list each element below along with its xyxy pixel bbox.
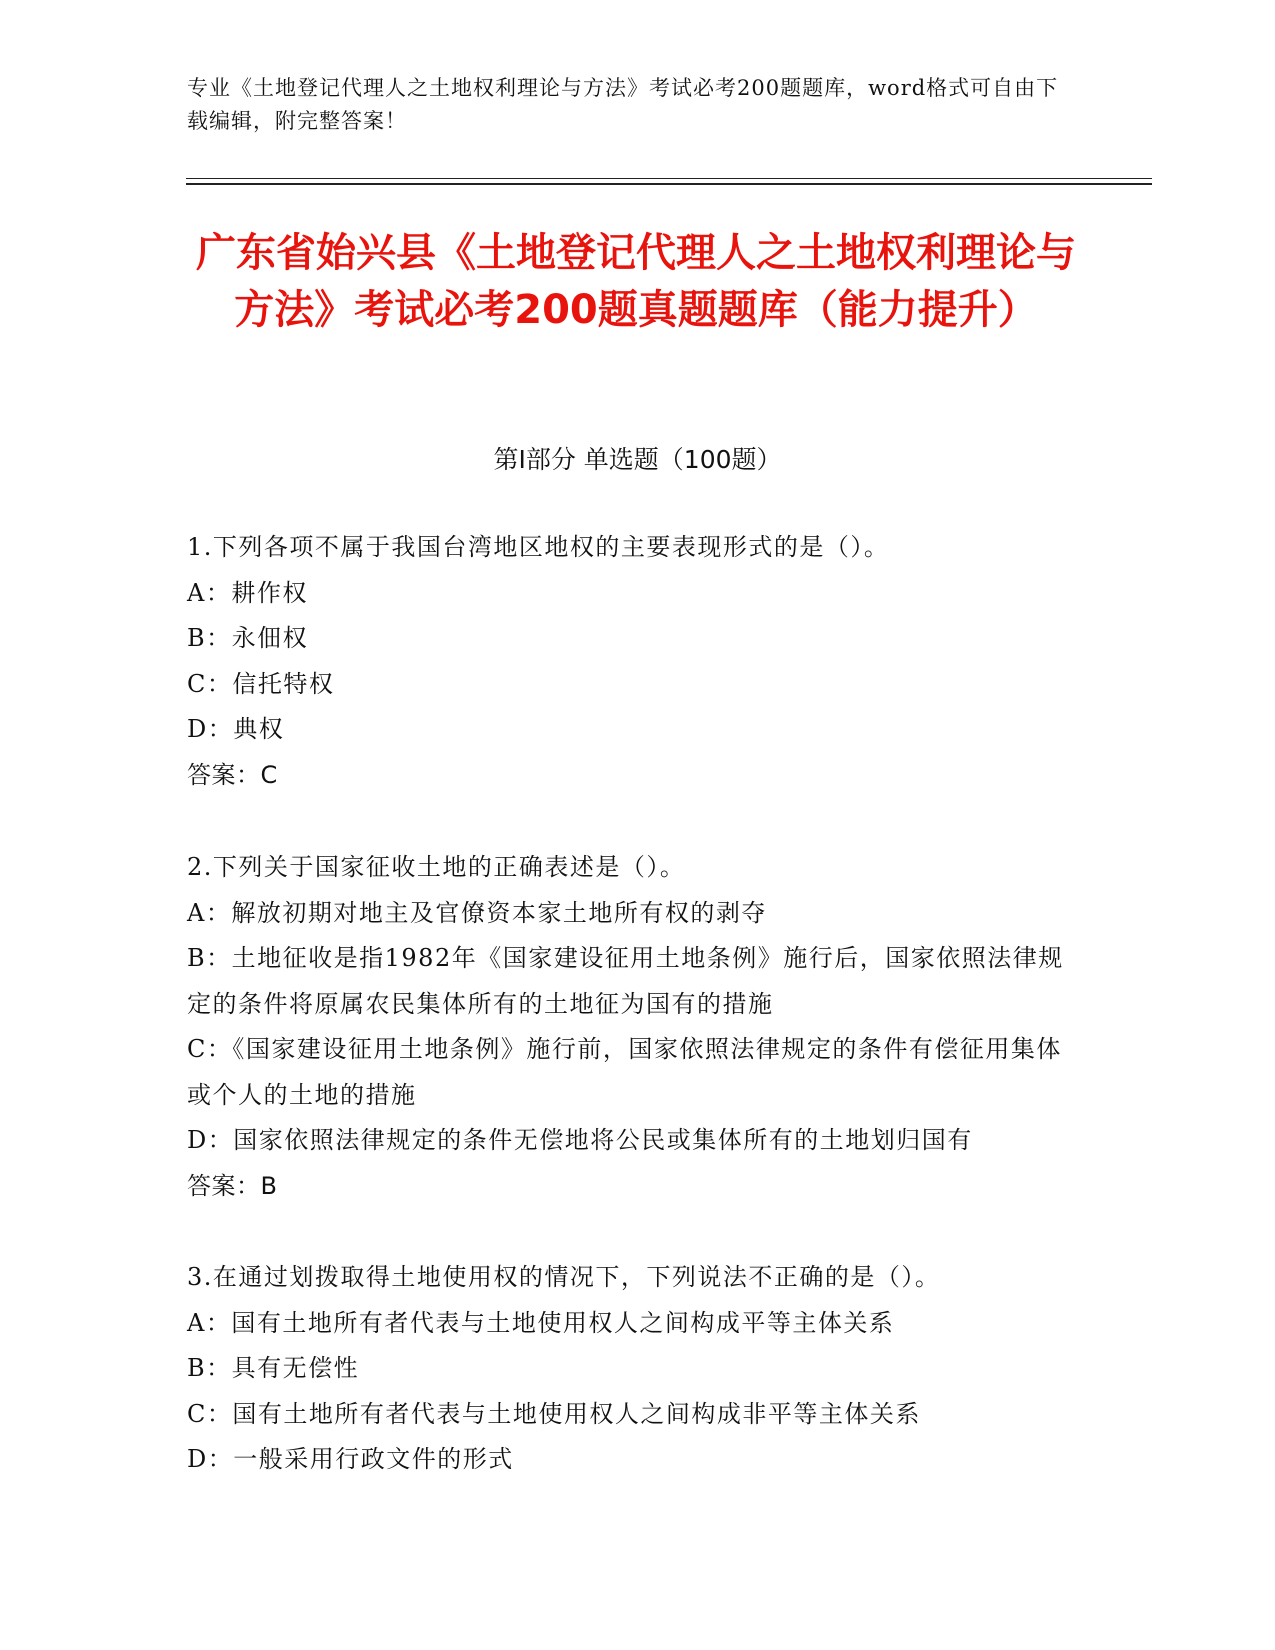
header-note: 专业《土地登记代理人之土地权利理论与方法》考试必考200题题库，word格式可自由下载编辑，附完整答案！: [187, 76, 1059, 133]
option-a: A：解放初期对地主及官僚资本家土地所有权的剥夺: [187, 898, 767, 927]
option-a: A：耕作权: [187, 578, 308, 607]
option-b: B：土地征收是指1982年《国家建设征用土地条例》施行后，国家依照法律规定的条件将原属农民集体所有的土地征为国有的措施: [187, 944, 1064, 1018]
question-stem: 2.下列关于国家征收土地的正确表述是（）。: [187, 853, 686, 881]
answer: 答案：B: [187, 1171, 278, 1200]
header-divider-thin: [186, 178, 1152, 179]
option-d: D：国家依照法律规定的条件无偿地将公民或集体所有的土地划归国有: [187, 1126, 973, 1154]
document-title: 广东省始兴县《土地登记代理人之土地权利理论与方法》考试必考200题真题题库（能力提升）: [196, 230, 1076, 333]
option-b: B：具有无偿性: [187, 1354, 360, 1382]
option-b: B：永佃权: [187, 624, 309, 652]
option-c: C：信托特权: [187, 669, 335, 698]
question-stem: 1.下列各项不属于我国台湾地区地权的主要表现形式的是（）。: [187, 533, 890, 561]
option-d: D：一般采用行政文件的形式: [187, 1445, 514, 1473]
question-2: [187, 845, 1077, 1209]
option-d: D：典权: [187, 715, 285, 743]
question-1: [187, 525, 1077, 798]
section-heading: 第Ⅰ部分 单选题（100题）: [493, 445, 782, 474]
question-3: [187, 1255, 1077, 1483]
option-c: C：《国家建设征用土地条例》施行前，国家依照法律规定的条件有偿征用集体或个人的土地的措施: [187, 1035, 1062, 1109]
question-stem: 3.在通过划拨取得土地使用权的情况下，下列说法不正确的是（）。: [187, 1263, 941, 1291]
answer: 答案：C: [187, 760, 278, 789]
header-divider-thick: [186, 183, 1152, 185]
option-a: A：国有土地所有者代表与土地使用权人之间构成平等主体关系: [187, 1308, 895, 1337]
option-c: C：国有土地所有者代表与土地使用权人之间构成非平等主体关系: [187, 1399, 921, 1428]
